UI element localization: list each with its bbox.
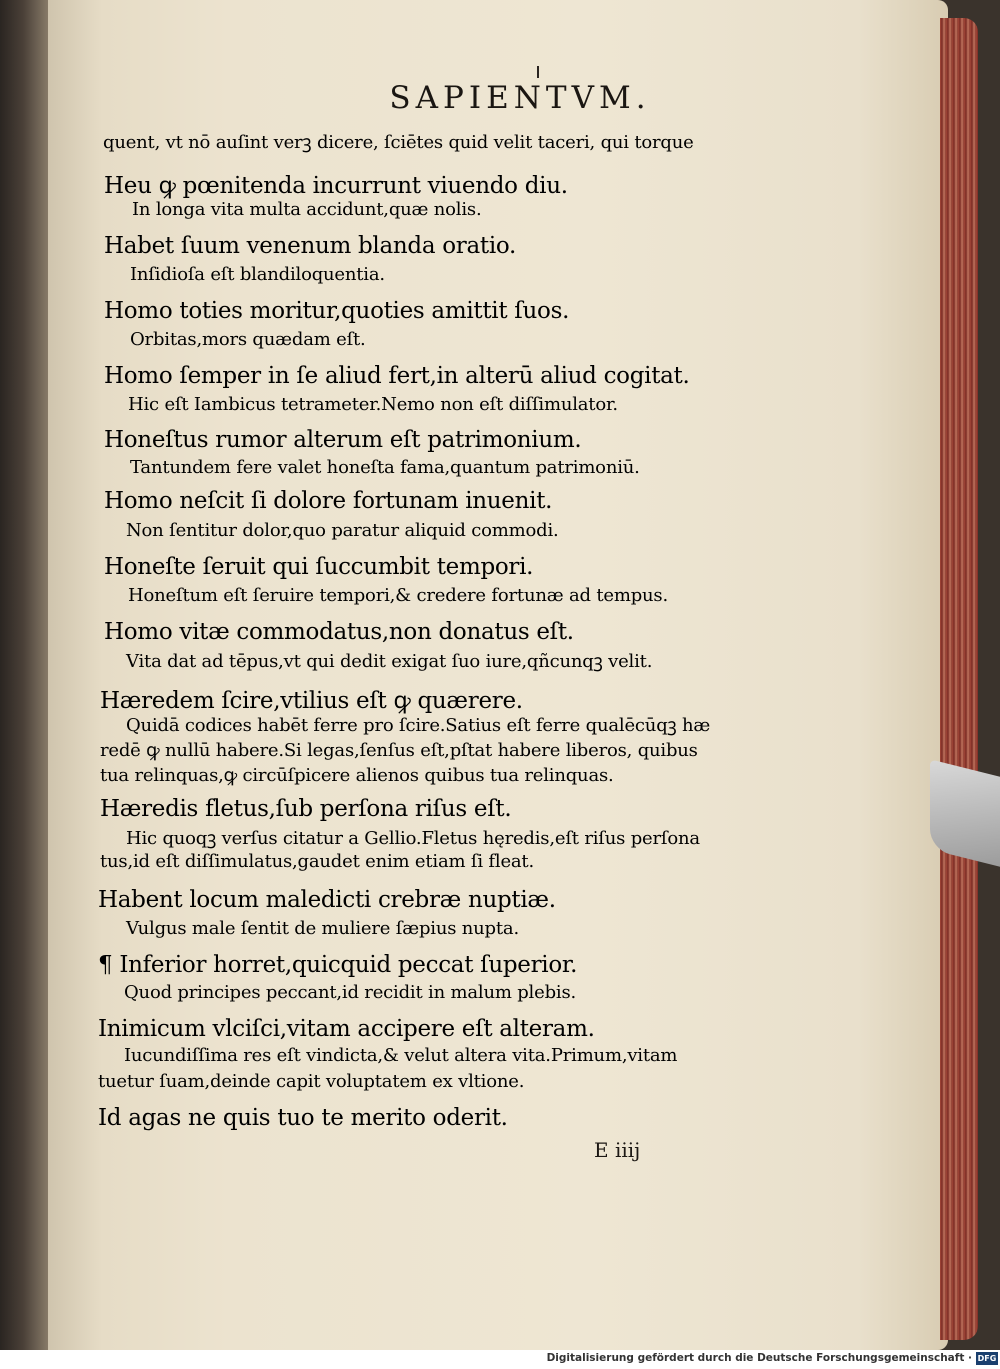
entry-heading: Inimicum vlciſci,vitam accipere eſt alteram. bbox=[98, 1016, 595, 1042]
entry-gloss: tuetur ſuam,deinde capit voluptatem ex vltione. bbox=[98, 1071, 525, 1092]
entry-heading: Honeſtus rumor alterum eſt patrimonium. bbox=[104, 427, 582, 453]
entry-heading: Hæredem ſcire,vtilius eſt ꝙ quærere. bbox=[100, 688, 523, 714]
running-head: SAPIENTVM. bbox=[389, 80, 651, 116]
entry-gloss: Vita dat ad tēpus,vt qui dedit exigat ſuo iure,qñcunqꝫ velit. bbox=[126, 651, 653, 672]
entry-gloss: Orbitas,mors quædam eſt. bbox=[130, 329, 366, 350]
entry-heading: Honeſte ſeruit qui ſuccumbit tempori. bbox=[104, 554, 534, 580]
entry-gloss: Quod principes peccant,id recidit in malum plebis. bbox=[124, 982, 577, 1003]
entry-gloss: Quidā codices habēt ferre pro ſcire.Satius eſt ferre qualēcūqꝫ hæ bbox=[126, 715, 711, 736]
funding-credit: Digitalisierung gefördert durch die Deutsche Forschungsgemeinschaft · bbox=[546, 1352, 972, 1364]
dfg-logo[interactable]: DFG bbox=[977, 1354, 997, 1363]
entry-gloss: Hic quoqꝫ verſus citatur a Gellio.Fletus hęredis,eſt riſus perſona bbox=[126, 828, 700, 849]
entry-gloss: tus,id eſt diſſimulatus,gaudet enim etiam ſi fleat. bbox=[100, 851, 534, 872]
entry-heading: Homo vitæ commodatus,non donatus eſt. bbox=[104, 619, 574, 645]
entry-heading: Homo toties moritur,quoties amittit ſuos. bbox=[104, 298, 570, 324]
page-edges bbox=[940, 18, 978, 1340]
entry-gloss: Non ſentitur dolor,quo paratur aliquid commodi. bbox=[126, 520, 559, 541]
entry-gloss: In longa vita multa accidunt,quæ nolis. bbox=[132, 199, 482, 220]
signature-mark: E iiij bbox=[594, 1138, 641, 1162]
entry-gloss: Honeſtum eſt ſeruire tempori,& credere fortunæ ad tempus. bbox=[128, 585, 668, 606]
entry-heading: Habet ſuum venenum blanda oratio. bbox=[104, 233, 517, 259]
entry-gloss: redē ꝙ nullū habere.Si legas,ſenſus eſt,pſtat habere liberos, quibus bbox=[100, 740, 698, 761]
entry-gloss: Iucundiſſima res eſt vindicta,& velut altera vita.Primum,vitam bbox=[124, 1045, 678, 1066]
entry-heading: Homo ſemper in ſe aliud fert,in alterū aliud cogitat. bbox=[104, 363, 690, 389]
entry-heading: Heu ꝙ pœnitenda incurrunt viuendo diu. bbox=[104, 173, 568, 199]
footer-bar bbox=[0, 1350, 1000, 1369]
carry-over-line: quent, vt nō auſint verꝫ dicere, ſciētes quid velit taceri, qui torque bbox=[103, 132, 694, 153]
entry-gloss: Vulgus male ſentit de muliere ſæpius nupta. bbox=[126, 918, 519, 939]
entry-heading: Homo neſcit ſi dolore fortunam inuenit. bbox=[104, 488, 553, 514]
entry-heading: Hæredis fletus,ſub perſona riſus eſt. bbox=[100, 796, 512, 822]
entry-heading: Id agas ne quis tuo te merito oderit. bbox=[98, 1105, 508, 1131]
catchword-mark bbox=[537, 66, 539, 78]
entry-gloss: tua relinquas,ꝙ circūſpicere alienos quibus tua relinquas. bbox=[100, 765, 614, 786]
entry-gloss: Hic eſt Iambicus tetrameter.Nemo non eſt diſſimulator. bbox=[128, 394, 618, 415]
entry-gloss: Inſidioſa eſt blandiloquentia. bbox=[130, 264, 385, 285]
entry-heading: Habent locum maledicti crebræ nuptiæ. bbox=[98, 887, 556, 913]
entry-heading: ¶ Inferior horret,quicquid peccat ſuperior. bbox=[98, 952, 578, 978]
entry-gloss: Tantundem fere valet honeſta fama,quantum patrimoniū. bbox=[130, 457, 640, 478]
